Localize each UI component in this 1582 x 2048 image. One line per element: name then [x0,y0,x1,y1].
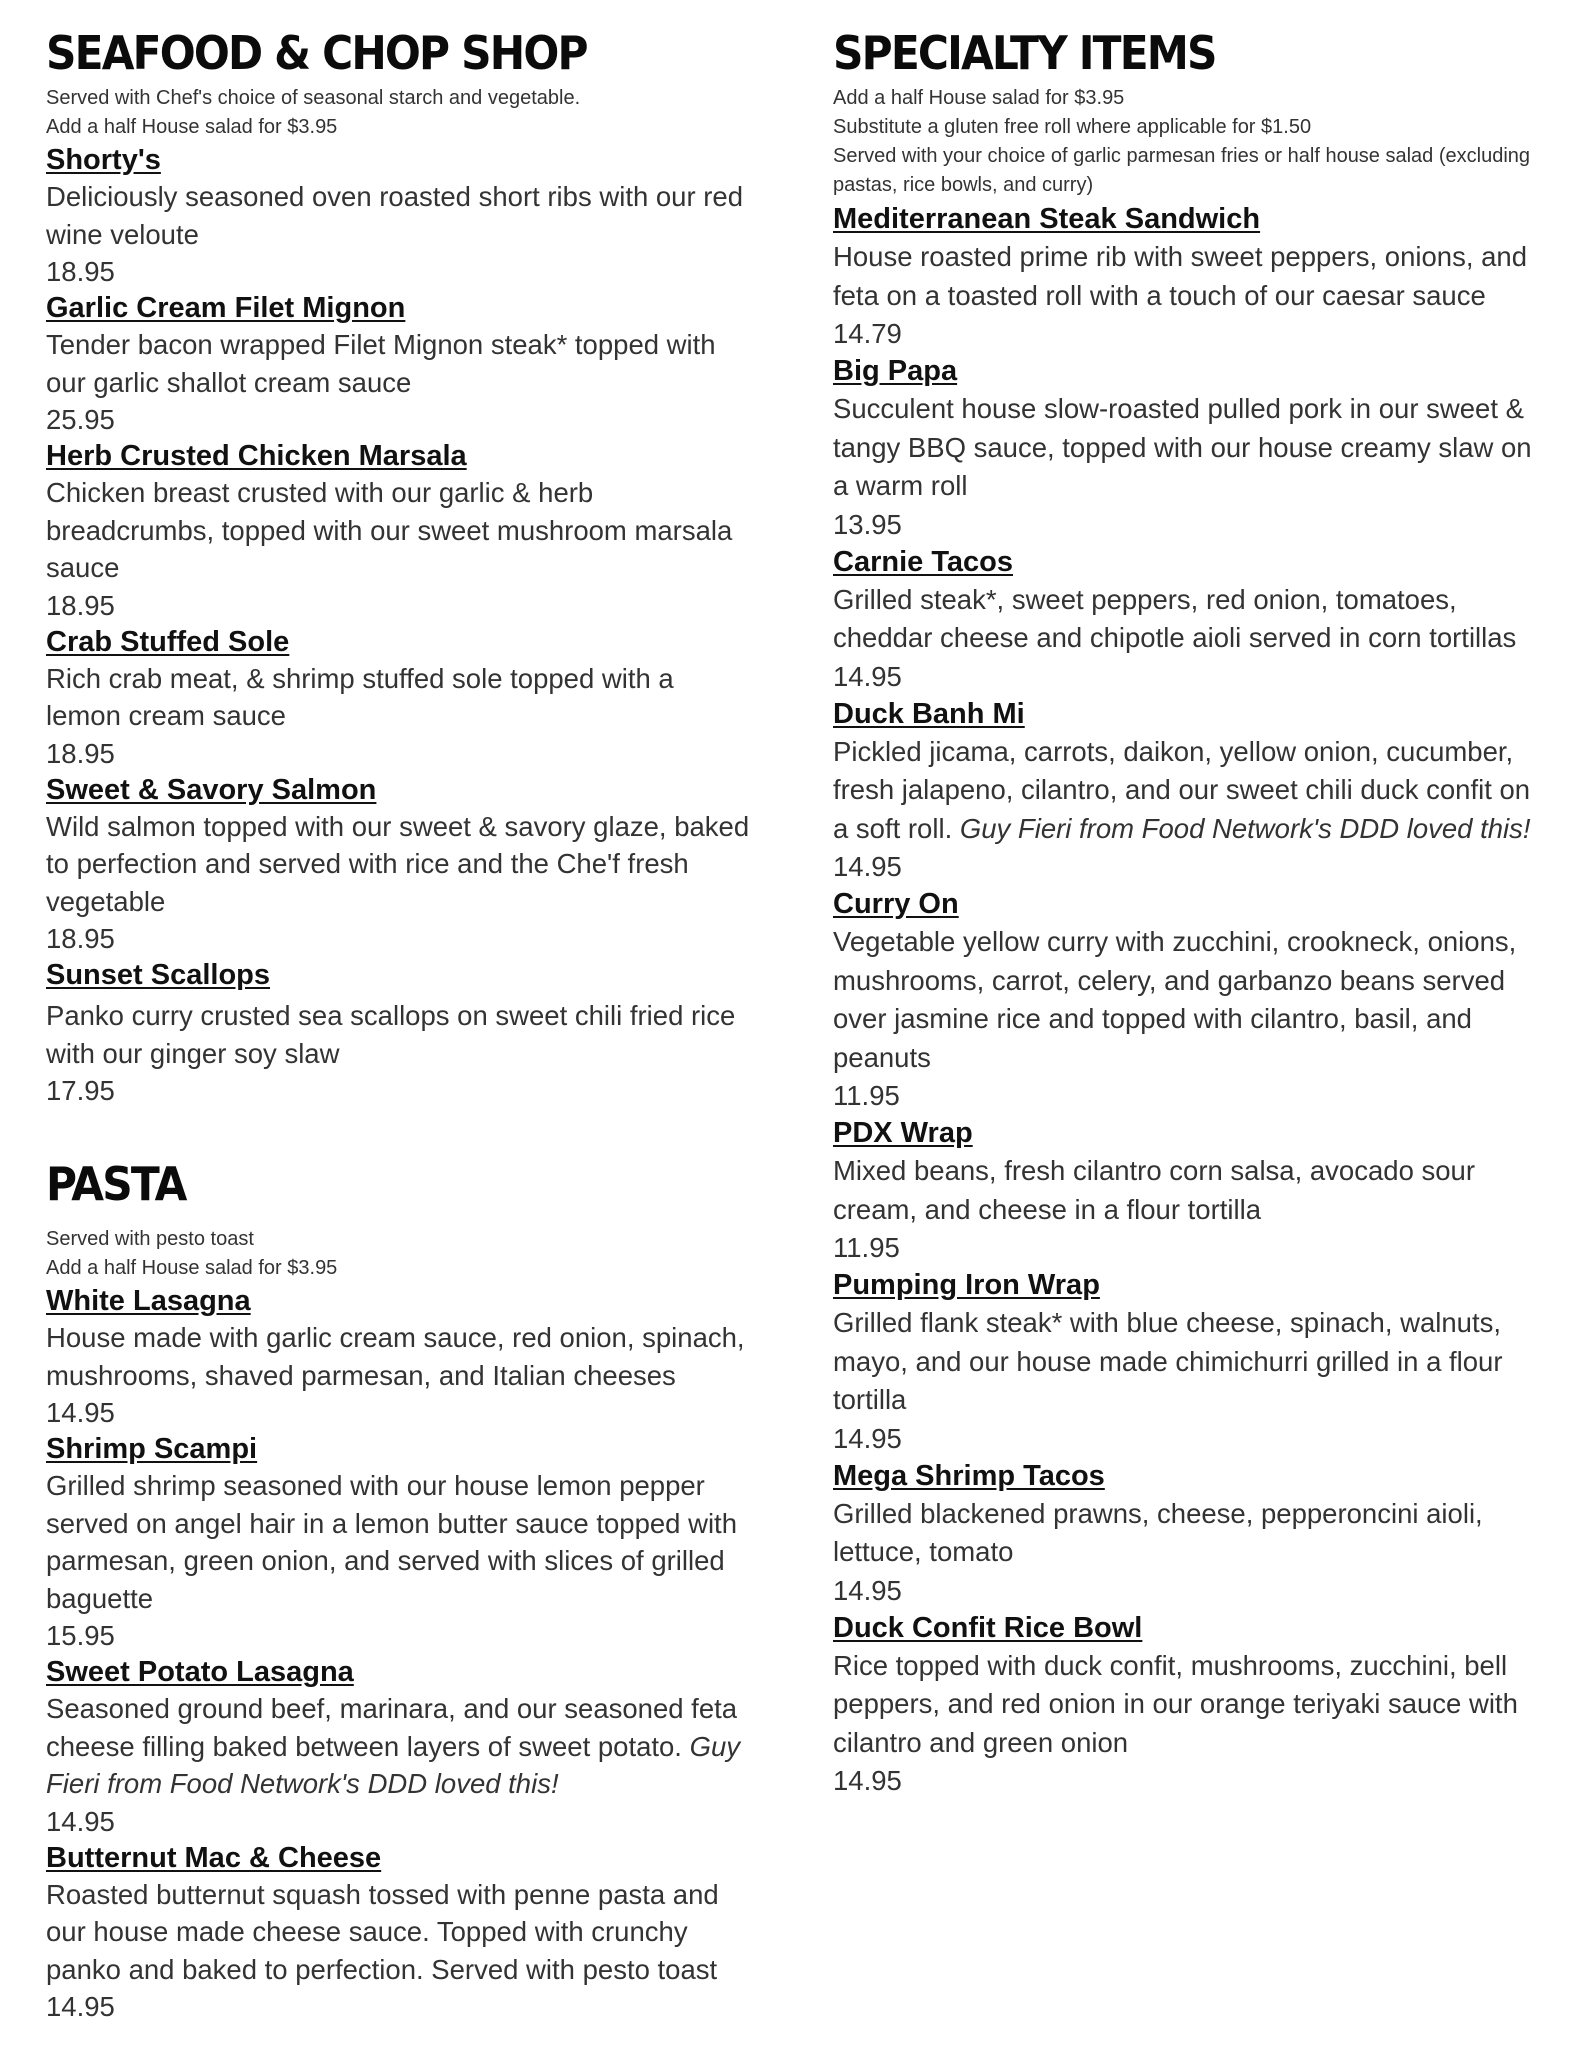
menu-item [833,352,1533,543]
item-name: Mega Shrimp Tacos [833,1459,1105,1492]
pasta-section [46,1153,756,2025]
menu-item [833,1266,1533,1457]
item-price: 14.95 [833,1422,902,1454]
item-name: White Lasagna [46,1285,251,1317]
menu-item [46,957,756,1109]
menu-item [46,1431,756,1654]
menu-item [833,885,1533,1114]
item-description: Succulent house slow-roasted pulled pork in our sweet & tangy BBQ sauce, topped with our house creamy slaw on a warm roll [833,393,1532,501]
item-description-text: Seasoned ground beef, marinara, and our seasoned feta cheese filling baked between layers of sweet potato. [46,1693,738,1762]
menu-item [833,1457,1533,1609]
item-description: Rice topped with duck confit, mushrooms, zucchini, bell peppers, and red onion in our orange teriyaki sauce with cilantro and green onion [833,1649,1518,1758]
item-name: Shorty's [46,144,161,176]
item-price: 18.95 [46,737,115,769]
item-price: 18.95 [46,923,115,954]
item-name: Crab Stuffed Sole [46,625,290,658]
item-description: Grilled flank steak* with blue cheese, spinach, walnuts, mayo, and our house made chimichurri grilled in a flour tortilla [833,1307,1503,1415]
item-price: 18.95 [46,256,115,287]
item-name: Mediterranean Steak Sandwich [833,203,1261,235]
item-description: House roasted prime rib with sweet peppers, onions, and feta on a toasted roll with a touch of our caesar sauce [833,241,1527,311]
menu-item [833,1609,1533,1800]
item-price: 14.95 [833,660,902,692]
item-price: 14.95 [46,1991,115,2022]
item-name: Carnie Tacos [833,545,1013,578]
item-description-highlight: Guy Fieri from Food Network's DDD loved this! [46,1730,741,1799]
item-price: 14.79 [833,318,902,349]
menu-item [46,1283,756,1431]
item-price: 14.95 [46,1397,115,1428]
menu-item [46,1840,756,2026]
item-name: Duck Banh Mi [833,697,1025,730]
item-price: 25.95 [46,404,115,435]
menu-item [46,1654,756,1840]
left-column [46,22,756,2025]
item-name: Duck Confit Rice Bowl [833,1611,1143,1644]
item-price: 14.95 [833,851,902,882]
right-column [833,22,1533,1799]
item-description: Roasted butternut squash tossed with penne pasta and our house made cheese sauce. Topped with crunchy panko and baked to perfection. Served with pesto toast [46,1878,719,1985]
item-price: 14.95 [46,1805,115,1837]
pasta-note: Add a half House salad for $3.95 [46,1257,338,1279]
item-description: Chicken breast crusted with our garlic & herb breadcrumbs, topped with our sweet mushroom marsala sauce [46,477,733,583]
item-description-text: Pickled jicama, carrots, daikon, yellow onion, cucumber, fresh jalapeno, cilantro, and our sweet chili duck confit on a soft roll. [833,735,1531,844]
item-price: 17.95 [46,1075,115,1106]
item-description: Panko curry crusted sea scallops on sweet chili fried rice with our ginger soy slaw [46,1000,736,1069]
menu-item [46,772,756,958]
item-description: Grilled blackened prawns, cheese, pepperoncini aioli, lettuce, tomato [833,1497,1483,1567]
specialty-note: Substitute a gluten free roll where applicable for $1.50 [833,116,1312,138]
item-description: Mixed beans, fresh cilantro corn salsa, avocado sour cream, and cheese in a flour tortilla [833,1155,1475,1225]
menu-item [833,200,1533,352]
item-name: Big Papa [833,355,958,387]
item-price: 13.95 [833,508,902,540]
menu-item [46,290,756,438]
specialty-title: SPECIALTY ITEMS [833,26,1216,80]
item-name: Pumping Iron Wrap [833,1269,1100,1301]
pasta-note: Served with pesto toast [46,1228,254,1250]
item-description: Rich crab meat, & shrimp stuffed sole topped with a lemon cream sauce [46,662,674,731]
menu-item [833,1114,1533,1266]
item-description [46,1690,756,1803]
item-description: Wild salmon topped with our sweet & savory glaze, baked to perfection and served with rice and the Che'f fresh vegetable [46,810,750,917]
item-price: 15.95 [46,1620,115,1651]
item-price: 14.95 [833,1765,902,1796]
menu-item [833,695,1533,886]
item-name: Sunset Scallops [46,959,271,991]
seafood-note: Add a half House salad for $3.95 [46,116,338,138]
specialty-note: Served with your choice of garlic parmesan fries or half house salad (excluding pastas, rice bowls, and curry) [833,145,1531,196]
item-name: Curry On [833,888,959,920]
item-name: Butternut Mac & Cheese [46,1841,382,1874]
item-description-highlight: Guy Fieri from Food Network's DDD loved this! [959,812,1531,844]
item-price: 18.95 [46,589,115,621]
item-price: 11.95 [833,1080,900,1111]
specialty-section [833,22,1533,1799]
item-description: Tender bacon wrapped Filet Mignon steak* topped with our garlic shallot cream sauce [46,329,716,398]
item-name: Garlic Cream Filet Mignon [46,292,406,324]
item-name: Herb Crusted Chicken Marsala [46,440,467,472]
item-description: Deliciously seasoned oven roasted short ribs with our red wine veloute [46,181,744,250]
seafood-section [46,22,756,1109]
item-name: Shrimp Scampi [46,1433,258,1465]
menu-item [833,543,1533,695]
menu-item [46,624,756,772]
item-description: Grilled steak*, sweet peppers, red onion, tomatoes, cheddar cheese and chipotle aioli served in corn tortillas [833,583,1517,653]
item-name: PDX Wrap [833,1117,973,1149]
item-name: Sweet Potato Lasagna [46,1656,354,1688]
pasta-title: PASTA [46,1157,186,1211]
seafood-note: Served with Chef's choice of seasonal starch and vegetable. [46,87,581,109]
specialty-note: Add a half House salad for $3.95 [833,87,1125,109]
item-description [833,733,1533,849]
seafood-title: SEAFOOD & CHOP SHOP [46,26,587,80]
item-description: Grilled shrimp seasoned with our house lemon pepper served on angel hair in a lemon butter sauce topped with parmesan, green onion, and served with slices of grilled baguette [46,1470,737,1614]
item-description: House made with garlic cream sauce, red onion, spinach, mushrooms, shaved parmesan, and Italian cheeses [46,1322,745,1391]
item-name: Sweet & Savory Salmon [46,773,377,806]
menu-item [46,438,756,624]
item-description: Vegetable yellow curry with zucchini, crookneck, onions, mushrooms, carrot, celery, and garbanzo beans served over jasmine rice and topped with cilantro, basil, and peanuts [833,926,1517,1073]
menu-item [46,142,756,290]
item-price: 14.95 [833,1574,902,1606]
item-price: 11.95 [833,1232,900,1263]
